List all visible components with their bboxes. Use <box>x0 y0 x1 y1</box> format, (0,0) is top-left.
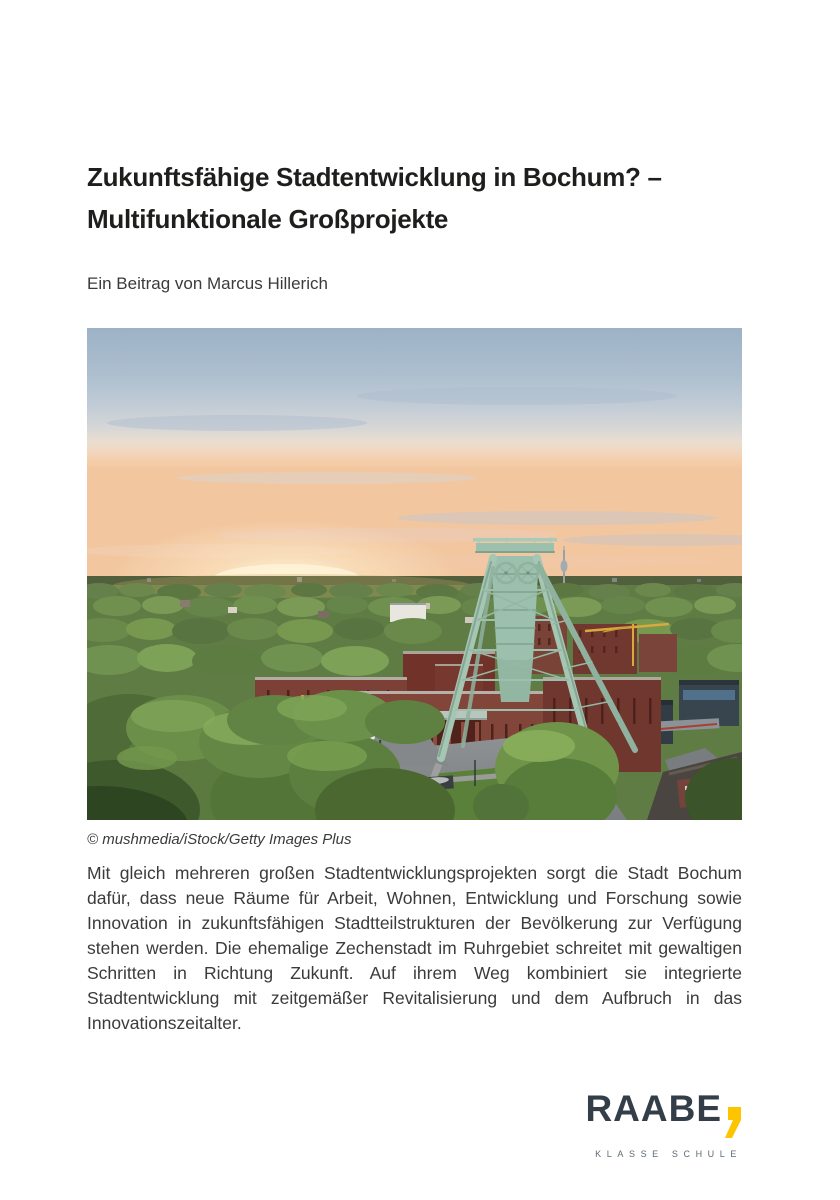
raabe-logo-wordmark: RAABE <box>585 1088 722 1129</box>
article-title-line2: Multifunktionale Großprojekte <box>87 204 449 234</box>
photo-credit: © mushmedia/iStock/Getty Images Plus <box>87 831 352 848</box>
article-title-line1: Zukunftsfähige Stadtentwicklung in Bochum? – <box>87 162 662 192</box>
raabe-logo-tagline: KLASSE SCHULE <box>595 1149 742 1159</box>
article-intro: Mit gleich mehreren großen Stadtentwicklungsprojekten sorgt die Stadt Bochum dafür, dass neue Räume für Arbeit, Wohnen, Entwicklung und Forschung sowie Innovation in zukunftsfähigen Stadtteilstrukturen der Bevölkerung zur Verfügung stehen werden. Die ehemalige Zechenstadt im Ruhrgebiet schreitet mit gewaltigen Schritten in Richtung Zukunft. Auf ihrem Weg kombiniert sie integrierte Stadtentwicklung mit zeitgemäßer Revitalisierung und dem Aufbruch in das Innovationszeitalter. <box>87 863 742 1033</box>
landscape <box>87 538 742 820</box>
raabe-logo <box>580 1088 742 1159</box>
aerial-photo-illustration <box>87 328 742 820</box>
article-title <box>87 156 767 240</box>
article-photo-bochum-aerial <box>87 328 742 820</box>
raabe-comma-icon <box>725 1107 742 1146</box>
article-byline: Ein Beitrag von Marcus Hillerich <box>87 274 328 293</box>
